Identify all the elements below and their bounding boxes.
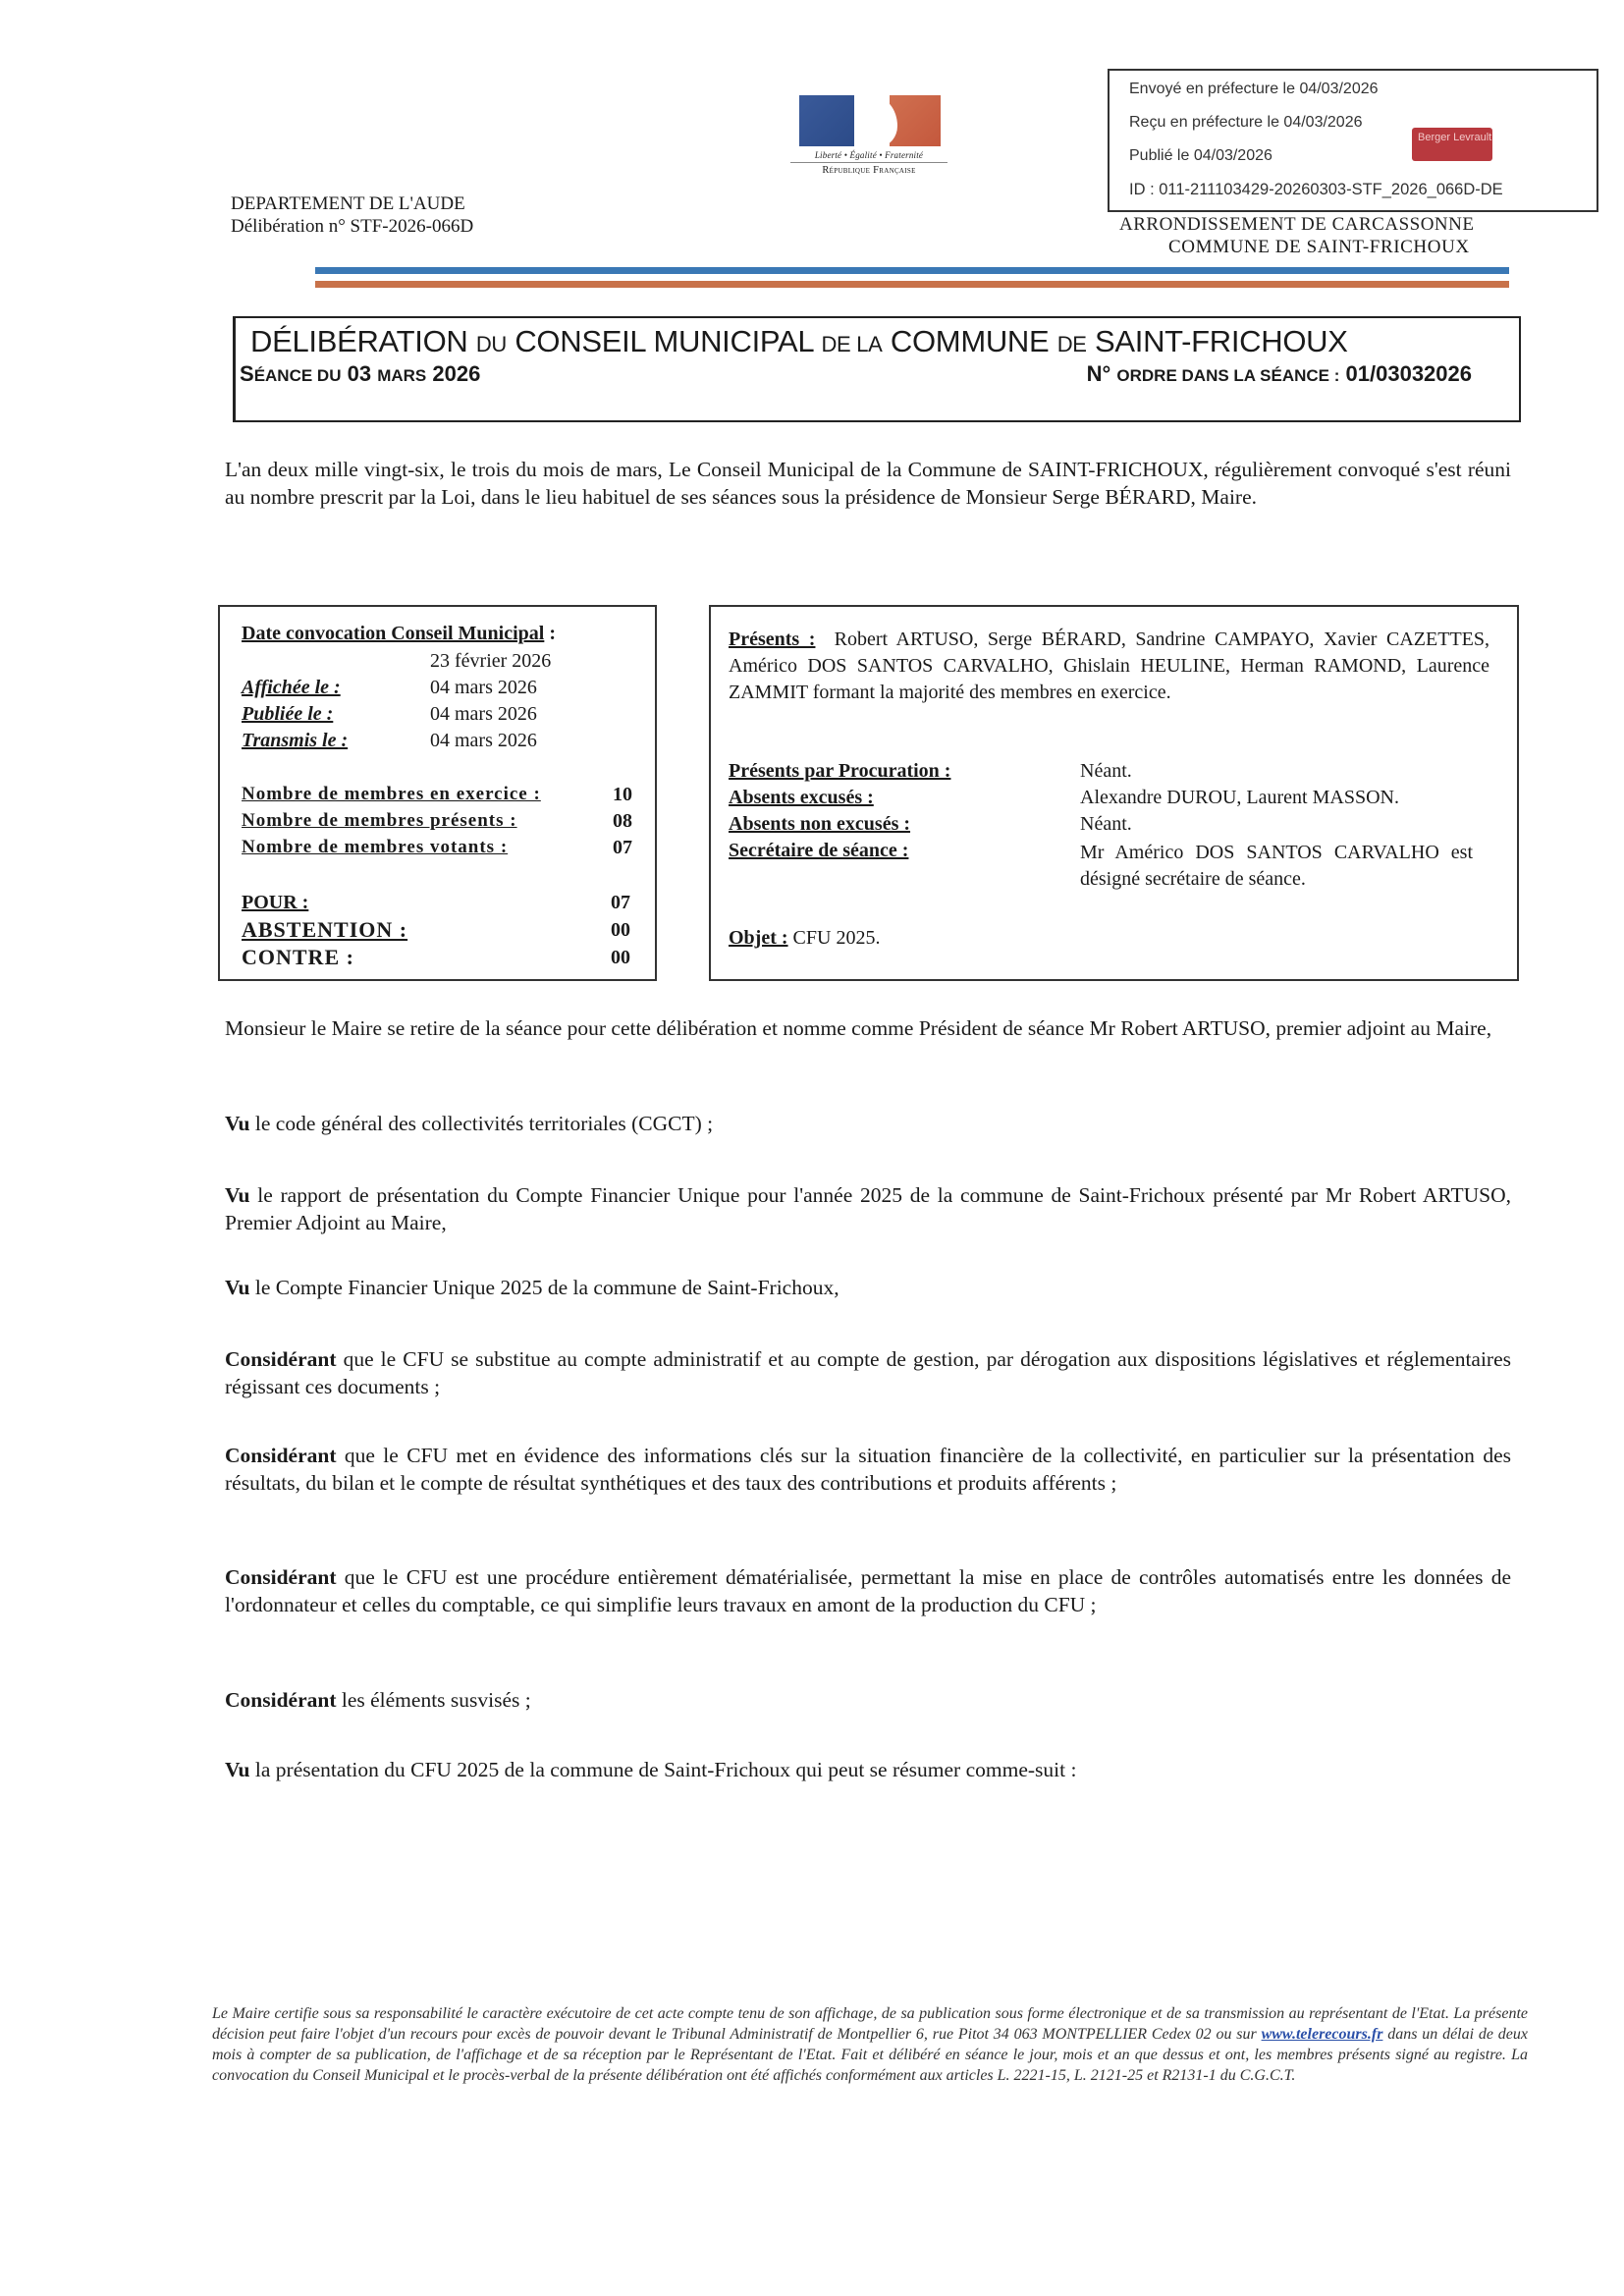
abstention-value: 00 [611, 919, 630, 941]
title-word: DU [475, 332, 507, 356]
paragraph-text: le rapport de présentation du Compte Financier Unique pour l'année 2025 de la commune de Saint-Frichoux présenté par Mr Robert ARTUSO, Premier Adjoint au Maire, [225, 1183, 1511, 1234]
paragraph-text: le code général des collectivités territoriales (CGCT) ; [254, 1112, 714, 1135]
paragraph-text: les éléments susvisés ; [341, 1688, 531, 1712]
body-paragraph-maire: Monsieur le Maire se retire de la séance pour cette délibération et nomme comme Président de séance Mr Robert ARTUSO, premier adjoint au Maire, [225, 1016, 1492, 1040]
convocation-label-row [242, 623, 556, 645]
contre-value: 00 [611, 947, 630, 968]
convocation-colon: : [544, 623, 557, 644]
attendance-box [709, 605, 1519, 981]
body-paragraph-vu-rapport [225, 1181, 1511, 1236]
seance-prefix: S [240, 361, 254, 386]
presents-label: Présents : [729, 629, 816, 650]
paragraph-lead: Vu [225, 1112, 250, 1135]
paragraph-lead: Vu [225, 1183, 250, 1207]
presents-count-label: Nombre de membres présents : [242, 810, 517, 831]
paragraph-lead: Vu [225, 1276, 250, 1299]
exercice-label: Nombre de membres en exercice : [242, 784, 541, 804]
stamp-published: Publié le 04/03/2026 [1129, 147, 1272, 164]
stamp-id: ID : 011-211103429-20260303-STF_2026_066D-DE [1129, 181, 1503, 198]
convocation-label: Date convocation Conseil Municipal [242, 623, 545, 644]
presents-list: Robert ARTUSO, Serge BÉRARD, Sandrine CAMPAYO, Xavier CAZETTES, Américo DOS SANTOS CARVALHO, Ghislain HEULINE, Herman RAMOND, Laurence ZAMMIT formant la majorité des membres en exercice. [729, 629, 1489, 703]
secretaire-label: Secrétaire de séance : [729, 840, 909, 861]
berger-levrault-logo: Berger Levrault [1412, 128, 1492, 161]
affichee-date: 04 mars 2026 [430, 677, 537, 698]
pour-label: POUR : [242, 892, 309, 913]
transmis-date: 04 mars 2026 [430, 730, 537, 751]
presents-paragraph [729, 627, 1489, 706]
procuration-value: Néant. [1080, 760, 1132, 782]
paragraph-text: que le CFU se substitue au compte administratif et au compte de gestion, par dérogation aux dispositions législatives et réglementaires régissant ces documents ; [225, 1347, 1511, 1398]
order-label: ORDRE DANS LA SÉANCE : [1116, 366, 1340, 385]
body-paragraph-considerant-2 [225, 1442, 1511, 1497]
arrondissement: ARRONDISSEMENT DE CARCASSONNE [1119, 214, 1475, 235]
republique-francaise-logo [790, 95, 947, 176]
paragraph-text: que le CFU est une procédure entièrement dématérialisée, permettant la mise en place de contrôles automatisés entre les données de l'ordonnateur et celles du comptable, ce qui simplifie leurs travaux en amont de la production du CFU ; [225, 1565, 1511, 1616]
title-word: SAINT-FRICHOUX [1095, 324, 1348, 358]
votants-value: 07 [613, 837, 632, 858]
pour-value: 07 [611, 892, 630, 913]
paragraph-text: le Compte Financier Unique 2025 de la commune de Saint-Frichoux, [254, 1276, 839, 1299]
stamp-received: Reçu en préfecture le 04/03/2026 [1129, 114, 1363, 131]
logo-name: République Française [822, 165, 916, 176]
document-title [250, 324, 1348, 359]
body-paragraph-vu-cgct [225, 1110, 1511, 1137]
non-excuses-value: Néant. [1080, 813, 1132, 835]
seance-day: 03 [347, 361, 372, 386]
commune-name: COMMUNE DE SAINT-FRICHOUX [1168, 237, 1470, 257]
logo-motto: Liberté • Égalité • Fraternité [790, 150, 947, 163]
title-word: DÉLIBÉRATION [250, 324, 468, 358]
body-paragraph-vu-presentation [225, 1756, 1511, 1783]
body-paragraph-considerant-1 [225, 1345, 1511, 1400]
non-excuses-label: Absents non excusés : [729, 813, 911, 835]
transmis-label: Transmis le : [242, 730, 349, 751]
paragraph-text: que le CFU met en évidence des informations clés sur la situation financière de la collectivité, en particulier sur la présentation des résultats, du bilan et le compte de résultat synthétiques et des taux des contributions et produits afférents ; [225, 1444, 1511, 1495]
intro-paragraph: L'an deux mille vingt-six, le trois du mois de mars, Le Conseil Municipal de la Commune de SAINT-FRICHOUX, régulièrement convoqué s'est réuni au nombre prescrit par la Loi, dans le lieu habituel de ses séances sous la présidence de Monsieur Serge BÉRARD, Maire. [225, 458, 1511, 509]
seance-month: MARS [377, 366, 427, 385]
blue-divider [315, 267, 1509, 274]
marianne-flag-icon [795, 95, 943, 146]
paragraph-lead: Considérant [225, 1347, 337, 1371]
procuration-label: Présents par Procuration : [729, 760, 951, 782]
body-paragraph-vu-cfu [225, 1274, 1511, 1301]
title-word: DE [1056, 332, 1087, 356]
publiee-date: 04 mars 2026 [430, 703, 537, 725]
header-left [231, 192, 473, 238]
title-word: DE LA [821, 332, 883, 356]
objet-value: CFU 2025. [792, 927, 881, 949]
department-name: DEPARTEMENT DE L'AUDE [231, 193, 465, 214]
title-word: CONSEIL MUNICIPAL [514, 324, 814, 358]
prefecture-stamp [1108, 69, 1598, 212]
presents-count-value: 08 [613, 810, 632, 832]
convocation-date: 23 février 2026 [430, 650, 552, 672]
body-paragraph-considerant-3 [225, 1563, 1511, 1618]
stamp-sent: Envoyé en préfecture le 04/03/2026 [1129, 81, 1379, 97]
red-divider [315, 281, 1509, 288]
excuses-value: Alexandre DUROU, Laurent MASSON. [1080, 787, 1399, 808]
paragraph-lead: Considérant [225, 1565, 337, 1589]
order-number [1087, 361, 1472, 387]
seance-year: 2026 [432, 361, 481, 386]
seance-date [240, 361, 480, 387]
publiee-label: Publiée le : [242, 703, 334, 725]
objet-row [729, 927, 880, 950]
footer-text-1: Le Maire certifie sous sa responsabilité le caractère exécutoire de cet acte compte tenu de son affichage, de sa publication sous forme électronique et de sa transmission au représentant de l'Etat. La présente décision peut faire l'objet d'un recours pour excès de pouvoir devant le Tribunal Administratif de Montpellier 6, rue Pitot 34 063 MONTPELLIER Cedex 02 ou sur [212, 2005, 1528, 2043]
order-value: 01/03032026 [1345, 361, 1472, 386]
paragraph-text: la présentation du CFU 2025 de la commune de Saint-Frichoux qui peut se résumer comme-suit : [254, 1758, 1077, 1781]
paragraph-lead: Considérant [225, 1688, 337, 1712]
paragraph-lead: Vu [225, 1758, 250, 1781]
vote-info-box [218, 605, 657, 981]
title-word: COMMUNE [890, 324, 1050, 358]
title-box [233, 316, 1521, 422]
seance-prefix-small: ÉANCE DU [253, 366, 342, 385]
telerecours-link[interactable]: www.telerecours.fr [1261, 2026, 1383, 2043]
body-paragraph-considerant-4 [225, 1686, 1511, 1714]
deliberation-number: Délibération n° STF-2026-066D [231, 216, 474, 237]
footer-text-2: dans un délai de deux mois à compter de sa publication, de l'affichage et de sa réception par le Représentant de l'Etat. Fait et délibéré en séance le jour, mois et an que dessus et ont, les membres présents signé au registre. La convocation du Conseil Municipal et le procès-verbal de la présente délibération ont été affichés conformément aux articles L. 2221-15, L. 2121-25 et R2131-1 du C.G.C.T. [212, 2026, 1529, 2084]
legal-footer [212, 2003, 1528, 2086]
order-prefix: N° [1086, 361, 1111, 386]
secretaire-value: Mr Américo DOS SANTOS CARVALHO est désigné secrétaire de séance. [1080, 842, 1473, 890]
paragraph-lead: Considérant [225, 1444, 337, 1467]
objet-label: Objet : [729, 927, 788, 949]
votants-label: Nombre de membres votants : [242, 837, 509, 857]
exercice-value: 10 [613, 784, 632, 805]
excuses-label: Absents excusés : [729, 787, 874, 808]
abstention-label: ABSTENTION : [242, 917, 408, 942]
contre-label: CONTRE : [242, 945, 354, 969]
affichee-label: Affichée le : [242, 677, 341, 698]
